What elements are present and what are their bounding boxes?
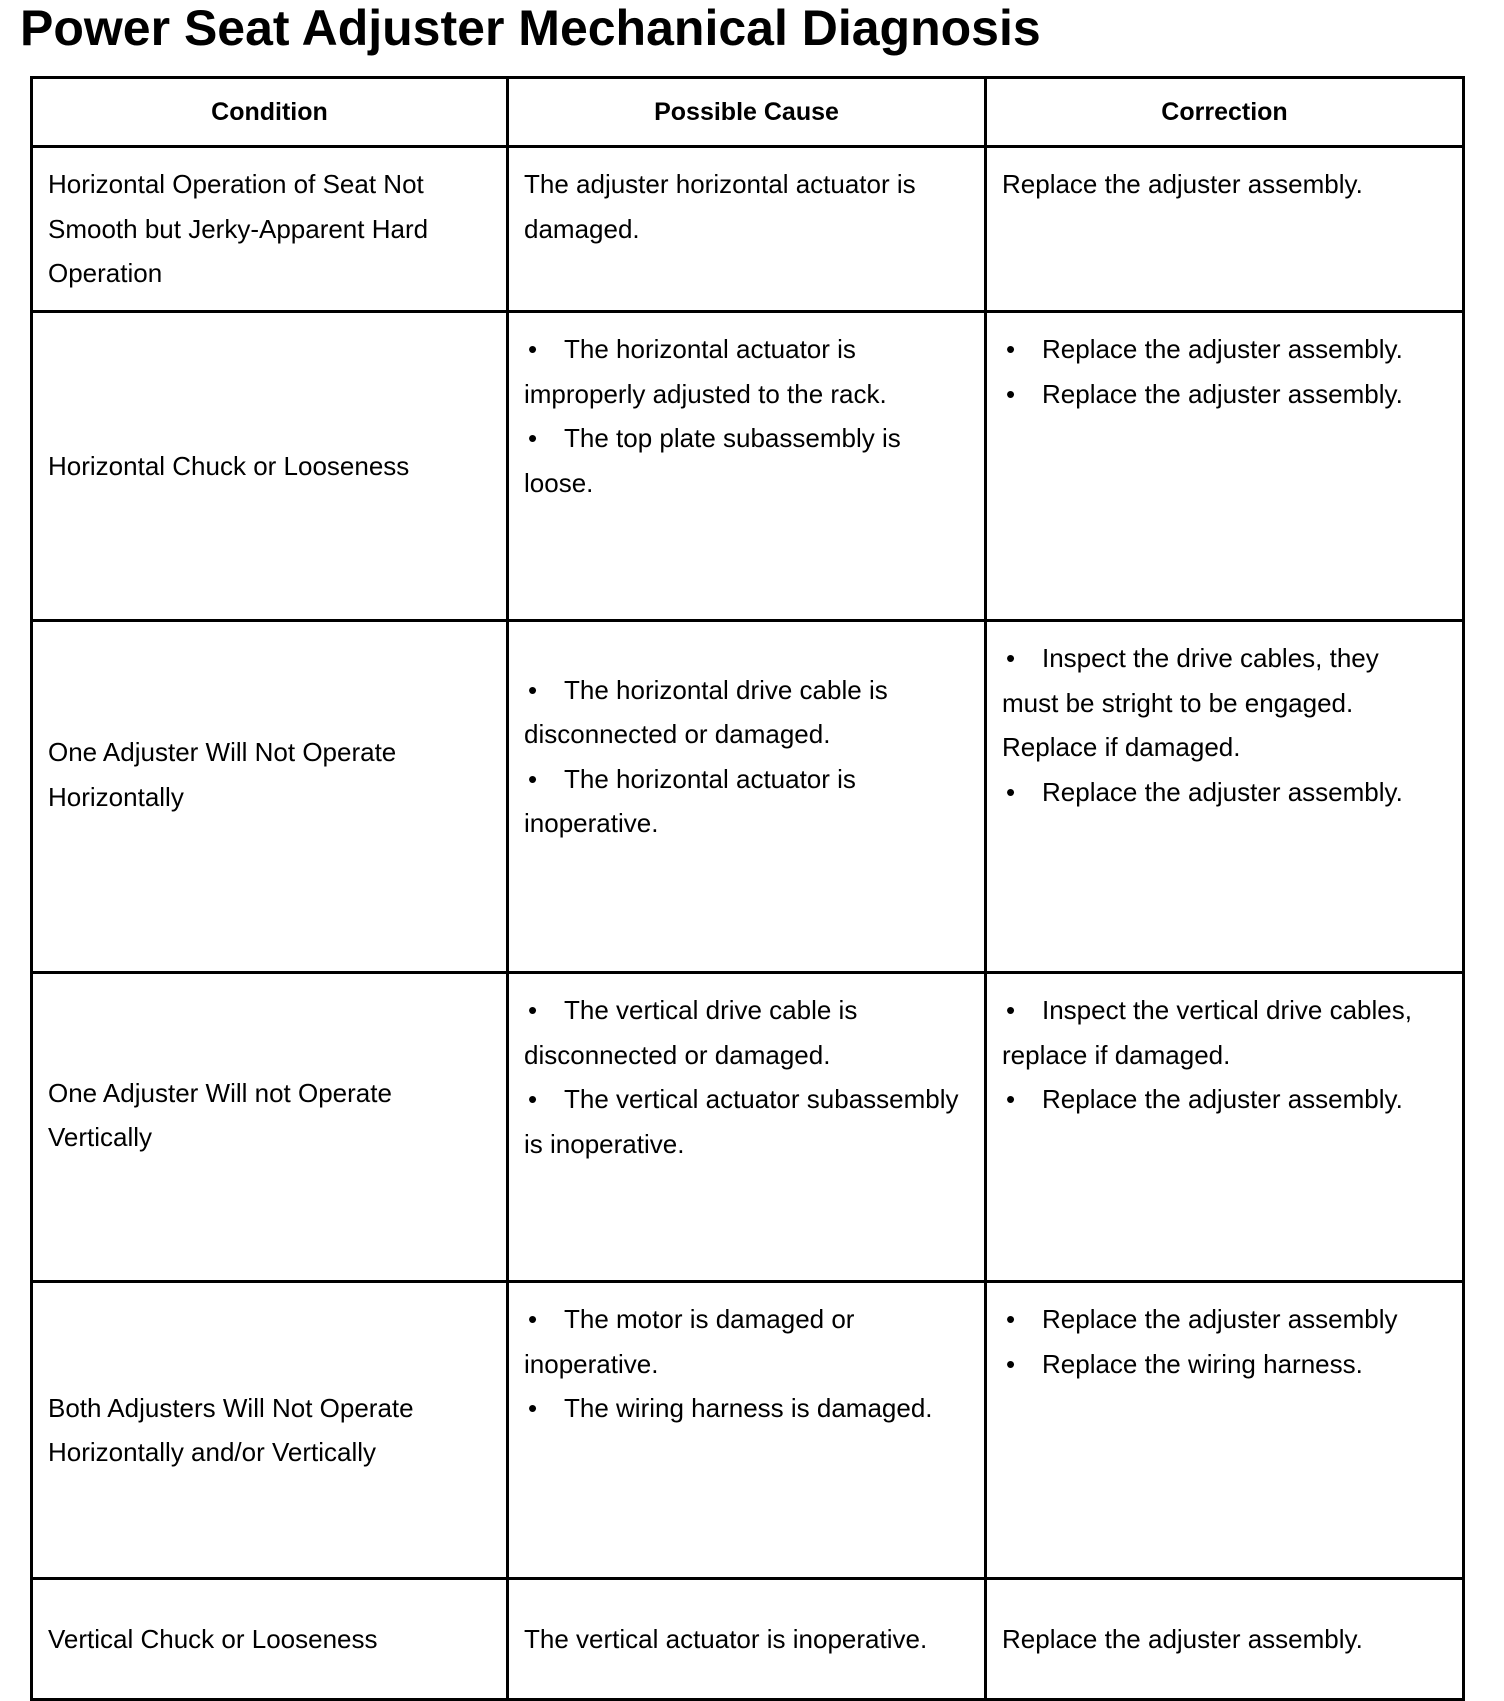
bullet-dot-icon: • (1006, 776, 1016, 807)
correction-cell (986, 1579, 1464, 1700)
condition-text: Horizontal Operation of Seat Not Smooth but Jerky-Apparent Hard Operation (48, 169, 429, 288)
correction-bullet-item (1002, 1297, 1442, 1342)
bullet-dot-icon: • (528, 1393, 538, 1423)
bullet-dot-icon: • (1006, 995, 1016, 1025)
condition-text: Vertical Chuck or Looseness (48, 1623, 378, 1654)
table-row (32, 1579, 1464, 1700)
cause-bullet-item (524, 668, 964, 757)
correction-cell (986, 312, 1464, 621)
condition-cell (32, 621, 508, 973)
cause-bullet-item (524, 988, 964, 1077)
cause-text: The wiring harness is damaged. (564, 1393, 933, 1423)
correction-text: Replace the adjuster assembly. (1002, 1623, 1363, 1654)
table-row (32, 312, 1464, 621)
table-row (32, 621, 1464, 973)
cause-text: The top plate subassembly is loose. (524, 423, 901, 498)
table-row (32, 973, 1464, 1282)
bullet-dot-icon: • (1006, 643, 1016, 673)
condition-text: Both Adjusters Will Not Operate Horizontally and/or Vertically (48, 1392, 414, 1467)
cause-cell (508, 147, 986, 312)
correction-text: Replace the adjuster assembly. (1042, 334, 1403, 364)
correction-text: Replace the wiring harness. (1042, 1348, 1363, 1379)
cause-cell (508, 312, 986, 621)
cause-bullet-item (524, 416, 964, 505)
bullet-dot-icon: • (528, 674, 538, 705)
condition-text: One Adjuster Will not Operate Vertically (48, 1077, 392, 1152)
correction-bullet-item (1002, 1077, 1442, 1122)
cause-text: The vertical drive cable is disconnected or damaged. (524, 995, 858, 1070)
cause-text: The vertical actuator is inoperative. (524, 1623, 928, 1654)
cause-text: The horizontal drive cable is disconnected or damaged. (524, 674, 888, 749)
condition-text: One Adjuster Will Not Operate Horizontally (48, 737, 397, 812)
condition-cell (32, 147, 508, 312)
bullet-dot-icon: • (528, 1304, 538, 1334)
correction-cell (986, 973, 1464, 1282)
table-row (32, 1282, 1464, 1579)
condition-cell (32, 1282, 508, 1579)
diagnosis-table (30, 76, 1465, 1701)
cause-text: The horizontal actuator is inoperative. (524, 763, 856, 838)
cause-text: The vertical actuator subassembly is inoperative. (524, 1084, 959, 1159)
bullet-dot-icon: • (1006, 378, 1016, 409)
correction-bullet-item (1002, 770, 1442, 815)
table-header-row (32, 78, 1464, 147)
correction-text: Replace the adjuster assembly. (1042, 1084, 1403, 1114)
condition-text: Horizontal Chuck or Looseness (48, 450, 410, 481)
condition-cell (32, 1579, 508, 1700)
cause-bullet-item (524, 1386, 964, 1431)
cause-bullet-item (524, 1077, 964, 1166)
bullet-dot-icon: • (1006, 1304, 1016, 1334)
condition-cell (32, 312, 508, 621)
cause-text: The adjuster horizontal actuator is damaged. (524, 169, 916, 244)
correction-bullet-item (1002, 636, 1442, 770)
correction-text: Replace the adjuster assembly. (1042, 378, 1403, 409)
correction-text: Replace the adjuster assembly. (1002, 169, 1363, 199)
correction-text: Inspect the vertical drive cables, replace if damaged. (1002, 995, 1412, 1070)
bullet-dot-icon: • (528, 1084, 538, 1114)
table-row (32, 147, 1464, 312)
bullet-dot-icon: • (528, 995, 538, 1025)
cause-cell (508, 621, 986, 973)
header-condition: Condition (32, 78, 508, 147)
correction-cell (986, 1282, 1464, 1579)
correction-text: Replace the adjuster assembly (1042, 1304, 1398, 1334)
bullet-dot-icon: • (1006, 334, 1016, 364)
cause-cell (508, 1579, 986, 1700)
correction-cell (986, 621, 1464, 973)
correction-text: Inspect the drive cables, they must be stright to be engaged. Replace if damaged. (1002, 643, 1379, 762)
cause-text: The horizontal actuator is improperly adjusted to the rack. (524, 334, 887, 409)
cause-bullet-item (524, 327, 964, 416)
cause-bullet-item (524, 1297, 964, 1386)
correction-bullet-item (1002, 1342, 1442, 1387)
cause-cell (508, 1282, 986, 1579)
correction-bullet-item (1002, 988, 1442, 1077)
correction-bullet-item (1002, 372, 1442, 417)
condition-cell (32, 973, 508, 1282)
header-possible-cause: Possible Cause (508, 78, 986, 147)
correction-cell (986, 147, 1464, 312)
cause-text: The motor is damaged or inoperative. (524, 1304, 855, 1379)
cause-cell (508, 973, 986, 1282)
bullet-dot-icon: • (1006, 1348, 1016, 1379)
correction-text: Replace the adjuster assembly. (1042, 776, 1403, 807)
cause-bullet-item (524, 757, 964, 846)
bullet-dot-icon: • (1006, 1084, 1016, 1114)
correction-bullet-item (1002, 327, 1442, 372)
bullet-dot-icon: • (528, 763, 538, 794)
bullet-dot-icon: • (528, 423, 538, 453)
bullet-dot-icon: • (528, 334, 538, 364)
page-title: Power Seat Adjuster Mechanical Diagnosis (20, 0, 1041, 56)
header-correction: Correction (986, 78, 1464, 147)
